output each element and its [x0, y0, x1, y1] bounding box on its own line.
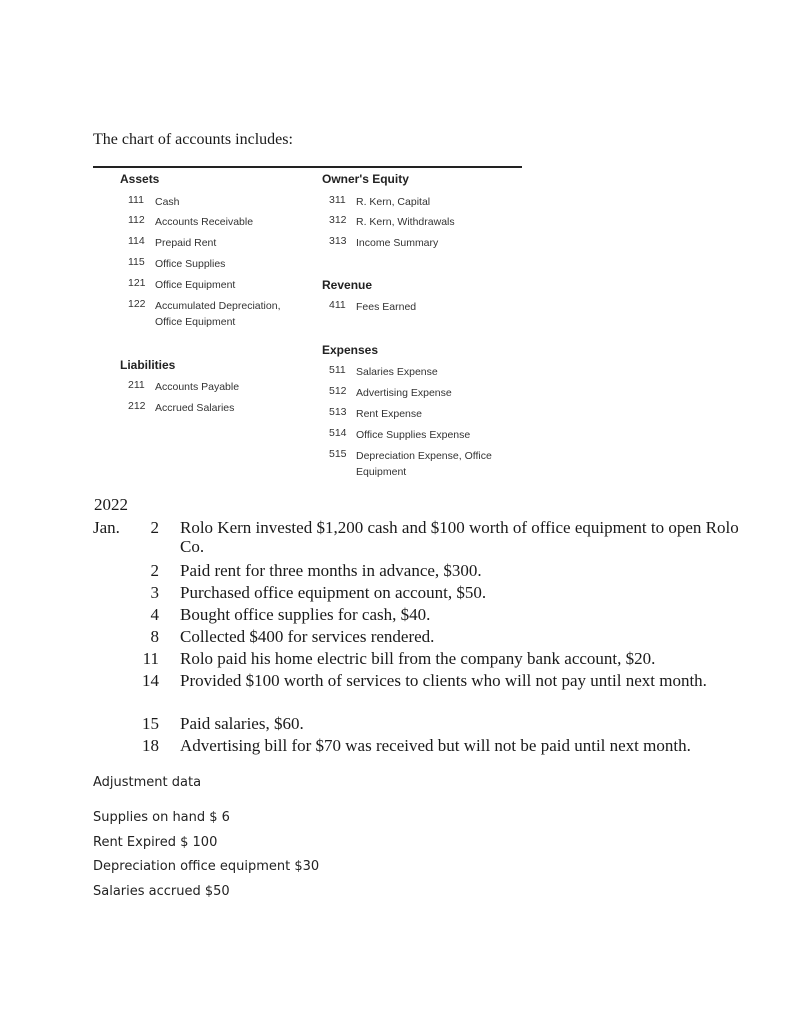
entry-day: 4 — [150, 605, 159, 624]
account-row — [128, 298, 280, 330]
entry-description: Bought office supplies for cash, $40. — [180, 605, 431, 624]
account-row — [128, 194, 180, 210]
account-row — [329, 214, 455, 230]
expenses-heading: Expenses — [322, 343, 379, 357]
account-number: 121 — [128, 277, 146, 289]
account-name: Accounts Payable — [155, 381, 240, 393]
account-number: 311 — [329, 194, 346, 206]
entry-day: 11 — [142, 649, 159, 668]
entry-description: Rolo Kern invested $1,200 cash and $100 worth of office equipment to open Rolo Co. — [180, 518, 739, 556]
account-number: 111 — [128, 194, 144, 206]
entry-day: 8 — [150, 627, 159, 646]
liabilities-heading: Liabilities — [120, 358, 176, 372]
account-number: 212 — [128, 400, 146, 412]
account-number: 514 — [329, 427, 347, 439]
entry-description: Collected $400 for services rendered. — [180, 627, 435, 646]
account-number: 411 — [329, 299, 346, 311]
entry-description: Paid salaries, $60. — [180, 714, 304, 733]
adjustment-item: Rent Expired $ 100 — [93, 835, 218, 850]
entry-description: Provided $100 worth of services to clients who will not pay until next month. — [180, 671, 707, 690]
account-name: Cash — [155, 196, 180, 208]
entry-day: 18 — [142, 736, 159, 755]
account-name: Accumulated Depreciation, Office Equipment — [155, 300, 281, 328]
entry-day: 2 — [150, 561, 159, 580]
account-row — [128, 277, 235, 293]
account-row — [329, 406, 422, 422]
journal-year: 2022 — [94, 495, 128, 514]
account-number: 312 — [329, 214, 347, 226]
entry-month: Jan. — [93, 518, 120, 537]
account-number: 513 — [329, 406, 347, 418]
account-name: Income Summary — [356, 237, 439, 249]
account-row — [329, 299, 416, 315]
account-name: Office Equipment — [155, 279, 236, 291]
account-row — [329, 448, 492, 480]
revenue-heading: Revenue — [322, 278, 373, 292]
account-number: 112 — [128, 214, 145, 226]
entry-description: Advertising bill for $70 was received but will not be paid until next month. — [180, 736, 691, 755]
account-name: Salaries Expense — [356, 366, 438, 378]
account-row — [329, 364, 438, 380]
account-row — [329, 427, 470, 443]
account-row — [128, 214, 253, 230]
entry-description: Paid rent for three months in advance, $300. — [180, 561, 482, 580]
adjustment-item: Supplies on hand $ 6 — [93, 810, 230, 825]
entry-day: 3 — [150, 583, 159, 602]
account-number: 211 — [128, 379, 145, 391]
account-name: Accrued Salaries — [155, 402, 235, 414]
entry-day: 14 — [142, 671, 159, 690]
adjustment-title: Adjustment data — [93, 775, 202, 790]
entry-description: Rolo paid his home electric bill from the company bank account, $20. — [180, 649, 656, 668]
account-name: R. Kern, Withdrawals — [356, 216, 455, 228]
adjustment-item: Depreciation office equipment $30 — [93, 859, 320, 874]
account-row — [329, 385, 452, 401]
account-number: 511 — [329, 364, 346, 376]
account-name: Rent Expense — [356, 408, 422, 420]
account-number: 122 — [128, 298, 146, 310]
account-number: 114 — [128, 235, 145, 247]
account-row — [128, 256, 225, 272]
account-row — [128, 235, 216, 251]
entry-day: 2 — [150, 518, 159, 537]
account-number: 313 — [329, 235, 347, 247]
account-name: Fees Earned — [356, 301, 417, 313]
account-number: 512 — [329, 385, 347, 397]
account-row — [329, 235, 438, 251]
entry-description: Purchased office equipment on account, $50. — [180, 583, 487, 602]
account-name: Accounts Receivable — [155, 216, 254, 228]
header-divider — [93, 166, 522, 168]
account-row — [128, 379, 239, 395]
assets-heading: Assets — [120, 172, 160, 186]
account-name: Office Supplies Expense — [356, 429, 471, 441]
account-row — [128, 400, 234, 416]
account-name: Advertising Expense — [356, 387, 452, 399]
entry-day: 15 — [142, 714, 159, 733]
account-name: Prepaid Rent — [155, 237, 217, 249]
account-number: 515 — [329, 448, 347, 460]
account-name: Depreciation Expense, Office Equipment — [356, 450, 492, 478]
account-name: R. Kern, Capital — [356, 196, 431, 208]
adjustment-item: Salaries accrued $50 — [93, 884, 230, 899]
account-name: Office Supplies — [155, 258, 226, 270]
intro-text: The chart of accounts includes: — [93, 131, 293, 148]
owners-equity-heading: Owner's Equity — [322, 172, 409, 186]
account-row — [329, 194, 430, 210]
account-number: 115 — [128, 256, 145, 268]
